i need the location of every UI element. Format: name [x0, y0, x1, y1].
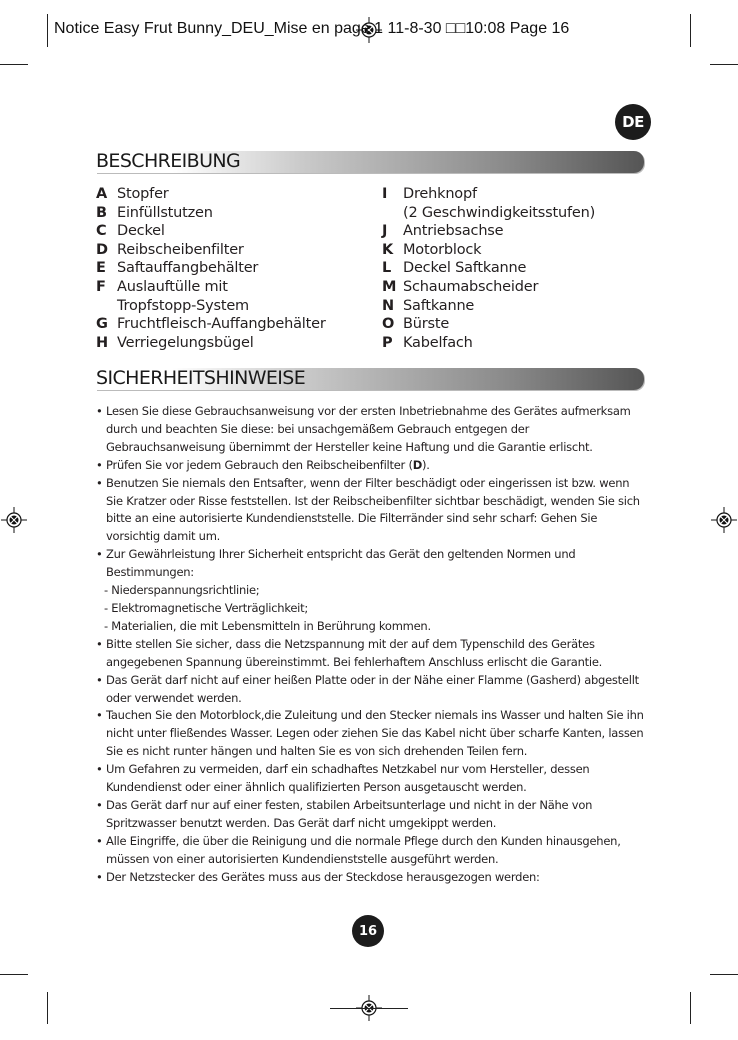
list-item: • Alle Eingriffe, die über die Reinigung und die normale Pflege durch den Kunden hinausgehen, müssen von einer autorisierten Kundendienststelle ausgeführt werden. — [96, 833, 621, 866]
crop-mark — [690, 992, 691, 1024]
list-item: J Antriebsachse — [382, 223, 504, 240]
list-item: G Fruchtfleisch-Auffangbehälter — [96, 316, 326, 333]
list-item: M Schaumabscheider — [382, 278, 539, 295]
list-item: L Deckel Saftkanne — [382, 260, 527, 277]
description-header — [96, 151, 644, 173]
section-title: SICHERHEITSHINWEISE — [96, 367, 306, 389]
language-badge: DE — [615, 104, 651, 140]
list-item: D Reibscheibenfilter — [96, 241, 244, 258]
parts-list-left — [96, 185, 326, 352]
list-item: • Das Gerät darf nicht auf einer heißen Platte oder in der Nähe einer Flamme (Gasherd) abgestellt oder verwendet werden. — [96, 672, 639, 705]
list-item: • Zur Gewährleistung Ihrer Sicherheit entspricht das Gerät den geltenden Normen und Bestimmungen: - Niederspannungsrichtlinie; - Elektromagnetische Verträglichkeit; - Materialien, die mit Lebensmitteln in Berührung kommen. — [96, 546, 648, 636]
list-item: B Einfüllstutzen — [96, 204, 213, 221]
crop-mark — [47, 14, 48, 47]
crop-mark — [47, 992, 48, 1024]
sub-item: - Materialien, die mit Lebensmitteln in Berührung kommen. — [104, 618, 431, 633]
list-item: • Das Gerät darf nur auf einer festen, stabilen Arbeitsunterlage und nicht in der Nähe von Spritzwasser benutzt werden. Das Gerät darf nicht umgekippt werden. — [96, 797, 593, 830]
list-item: A Stopfer — [96, 186, 169, 202]
crop-mark — [710, 974, 738, 975]
list-item: • Benutzen Sie niemals den Entsafter, wenn der Filter beschädigt oder eingerissen ist bzw. wenn Sie Kratzer oder Risse feststellen. Ist der Reibscheibenfilter sichtbar beschädigt, wenden Sie sich bitte an eine autorisierte Kundendienststelle. Die Filterränder sind sehr scharf: Gehen Sie vorsichtig damit um. — [96, 475, 640, 544]
list-item: Tropfstopp-System — [117, 297, 249, 314]
list-item: I Drehknopf — [382, 186, 477, 202]
list-item: F Auslauftülle mit — [96, 278, 228, 295]
list-item: P Kabelfach — [382, 334, 473, 351]
sub-item: - Niederspannungsrichtlinie; — [104, 583, 260, 598]
registration-mark-icon — [711, 507, 737, 533]
safety-list — [96, 403, 648, 886]
registration-mark-icon — [1, 507, 27, 533]
page-number: 16 — [352, 915, 384, 947]
list-item: K Motorblock — [382, 241, 482, 258]
parts-list-right — [382, 185, 595, 352]
section-title: BESCHREIBUNG — [96, 150, 241, 172]
list-item: H Verriegelungsbügel — [96, 334, 254, 351]
crop-mark — [690, 14, 691, 47]
sub-item: - Elektromagnetische Verträglichkeit; — [104, 600, 308, 615]
print-header: Notice Easy Frut Bunny_DEU_Mise en page 1 11-8-30 □□10:08 Page 16 — [54, 20, 570, 37]
list-item: • Bitte stellen Sie sicher, dass die Netzspannung mit der auf dem Typenschild des Gerätes angegebenen Spannung übereinstimmt. Bei fehlerhaftem Anschluss erlischt die Garantie. — [96, 636, 603, 669]
list-item: E Saftauffangbehälter — [96, 260, 259, 277]
crop-mark — [330, 1008, 408, 1009]
list-item: C Deckel — [96, 223, 165, 240]
list-item: • Lesen Sie diese Gebrauchsanweisung vor der ersten Inbetriebnahme des Gerätes aufmerksam durch und beachten Sie diese: bei unsachgemäßem Gebrauch entgegen der Gebrauchsanweisung übernimmt der Hersteller keine Haftung und die Garantie erlischt. — [96, 404, 631, 454]
crop-mark — [710, 64, 738, 65]
list-item: • Tauchen Sie den Motorblock,die Zuleitung und den Stecker niemals ins Wasser und halten Sie ihn nicht unter fließendes Wasser. Legen oder ziehen Sie das Kabel nicht über scharfe Kanten, lassen Sie es nicht runter hängen und halten Sie es von sich drehenden Teilen fern. — [96, 708, 644, 759]
list-item: N Saftkanne — [382, 297, 475, 314]
crop-mark — [0, 64, 28, 65]
list-item: O Bürste — [382, 316, 450, 333]
crop-mark — [0, 974, 28, 975]
list-item: (2 Geschwindigkeitsstufen) — [403, 204, 596, 221]
safety-header — [96, 368, 644, 390]
list-item: • Um Gefahren zu vermeiden, darf ein schadhaftes Netzkabel nur vom Hersteller, dessen Kundendienst oder einer ähnlich qualifizierten Person ausgetauscht werden. — [96, 762, 590, 795]
list-item: • Prüfen Sie vor jedem Gebrauch den Reibscheibenfilter (D). — [96, 457, 430, 472]
list-item: • Der Netzstecker des Gerätes muss aus der Steckdose herausgezogen werden: — [96, 869, 540, 884]
